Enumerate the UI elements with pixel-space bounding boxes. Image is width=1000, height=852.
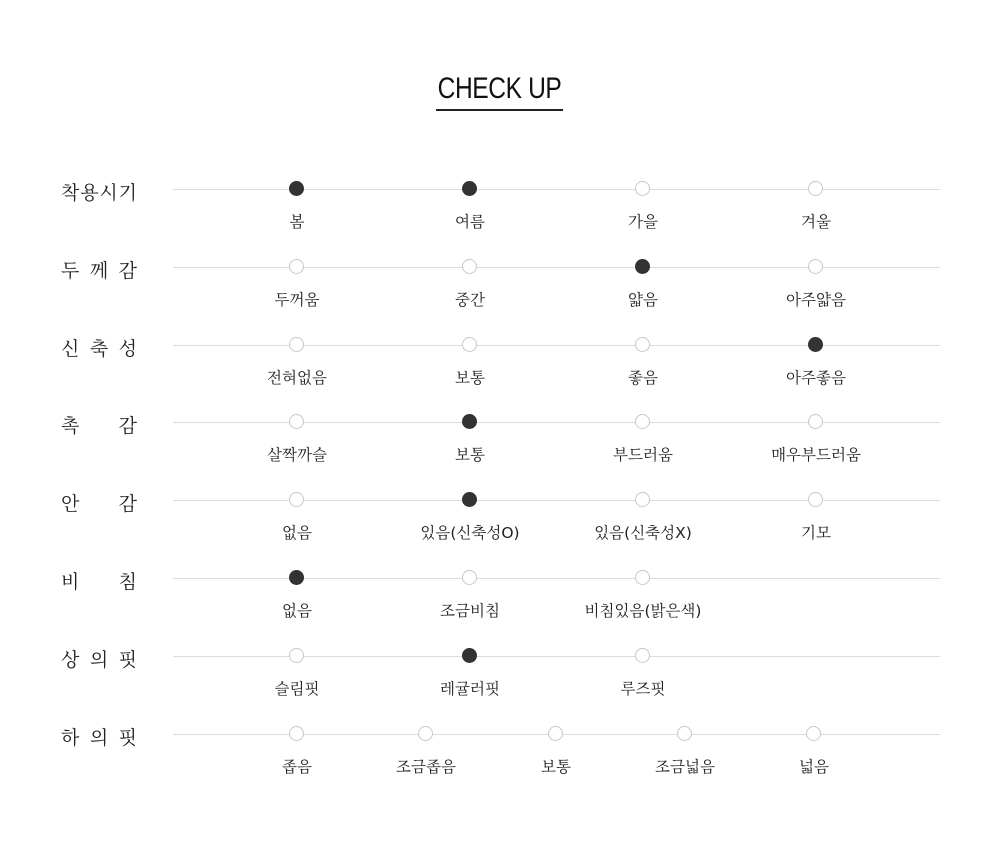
option-label: 봄 (289, 213, 305, 231)
row-label-char: 성 (118, 338, 137, 360)
radio-dot (635, 414, 650, 429)
option-label: 좋음 (628, 369, 658, 387)
option-label: 보통 (455, 446, 485, 464)
row-label-char: 시 (99, 182, 118, 204)
row-label-char: 상 (61, 649, 80, 671)
row-label-char: 신 (61, 338, 80, 360)
option-label: 기모 (801, 524, 831, 542)
option-label: 매우부드러움 (771, 446, 861, 464)
checkup-row (0, 493, 1000, 570)
row-label (61, 256, 137, 283)
row-label-char: 의 (89, 727, 109, 749)
checkup-row (0, 338, 1000, 415)
option-label: 조금넓음 (655, 758, 715, 776)
option-label: 부드러움 (613, 446, 673, 464)
radio-dot (635, 648, 650, 663)
row-label-char: 핏 (118, 649, 137, 671)
radio-dot (289, 726, 304, 741)
row-label (61, 645, 137, 672)
option-label: 가을 (628, 213, 658, 231)
radio-dot (806, 726, 821, 741)
checkup-row (0, 260, 1000, 337)
checkup-row (0, 649, 1000, 726)
radio-dot (808, 259, 823, 274)
row-label-char: 의 (89, 649, 109, 671)
radio-dot (462, 259, 477, 274)
option-label: 없음 (282, 524, 312, 542)
radio-dot (462, 337, 477, 352)
radio-dot-selected (289, 570, 304, 585)
row-label (61, 411, 137, 438)
row-label-char: 축 (89, 338, 109, 360)
option-label: 얇음 (628, 291, 658, 309)
radio-dot (635, 337, 650, 352)
radio-dot (635, 570, 650, 585)
row-label-char: 촉 (61, 415, 80, 437)
page-title-wrap (0, 70, 1000, 111)
radio-dot (289, 414, 304, 429)
row-label-char: 감 (118, 415, 137, 437)
radio-dot (808, 414, 823, 429)
option-label: 조금비침 (440, 602, 500, 620)
row-label-char: 용 (80, 182, 99, 204)
radio-dot (289, 259, 304, 274)
radio-dot (677, 726, 692, 741)
row-label-char: 두 (61, 260, 80, 282)
option-label: 중간 (455, 291, 485, 309)
radio-dot-selected (462, 492, 477, 507)
option-label: 아주좋음 (786, 369, 846, 387)
checkup-row (0, 571, 1000, 648)
option-label: 보통 (541, 758, 571, 776)
row-label-char: 착 (61, 182, 80, 204)
radio-dot-selected (462, 648, 477, 663)
option-label: 전혀없음 (267, 369, 327, 387)
row-label (61, 334, 137, 361)
radio-dot-selected (462, 414, 477, 429)
option-label: 넓음 (799, 758, 829, 776)
row-label-char: 비 (61, 571, 80, 593)
row-label (61, 723, 137, 750)
row-label-char: 하 (61, 727, 80, 749)
option-label: 루즈핏 (620, 680, 666, 698)
radio-dot (289, 492, 304, 507)
row-label-char: 께 (89, 260, 109, 282)
option-label: 슬림핏 (274, 680, 320, 698)
checkup-row (0, 415, 1000, 492)
radio-dot (635, 181, 650, 196)
page-title: CHECK UP (436, 70, 563, 111)
radio-dot (548, 726, 563, 741)
radio-dot-selected (289, 181, 304, 196)
radio-dot-selected (808, 337, 823, 352)
row-label-char: 기 (118, 182, 137, 204)
option-label: 있음(신축성O) (420, 524, 520, 542)
checkup-row (0, 182, 1000, 259)
row-label-char: 감 (118, 493, 137, 515)
row-label (61, 178, 137, 205)
option-label: 조금좁음 (396, 758, 456, 776)
option-label: 보통 (455, 369, 485, 387)
radio-dot (289, 648, 304, 663)
radio-dot-selected (635, 259, 650, 274)
row-label-char: 침 (118, 571, 137, 593)
option-label: 두꺼움 (274, 291, 320, 309)
radio-dot (418, 726, 433, 741)
row-label-char: 안 (61, 493, 80, 515)
radio-dot (808, 181, 823, 196)
row-label-char: 감 (118, 260, 137, 282)
option-label: 비침있음(밝은색) (584, 602, 702, 620)
option-label: 아주얇음 (786, 291, 846, 309)
option-label: 없음 (282, 602, 312, 620)
radio-dot-selected (462, 181, 477, 196)
option-label: 살짝까슬 (267, 446, 327, 464)
row-label (61, 489, 137, 516)
option-label: 여름 (455, 213, 485, 231)
row-label (61, 567, 137, 594)
option-label: 좁음 (282, 758, 312, 776)
radio-dot (289, 337, 304, 352)
option-label: 있음(신축성X) (594, 524, 692, 542)
radio-dot (635, 492, 650, 507)
radio-dot (808, 492, 823, 507)
option-label: 겨울 (801, 213, 831, 231)
row-label-char: 핏 (118, 727, 137, 749)
radio-dot (462, 570, 477, 585)
checkup-row (0, 727, 1000, 804)
option-label: 레귤러핏 (440, 680, 500, 698)
